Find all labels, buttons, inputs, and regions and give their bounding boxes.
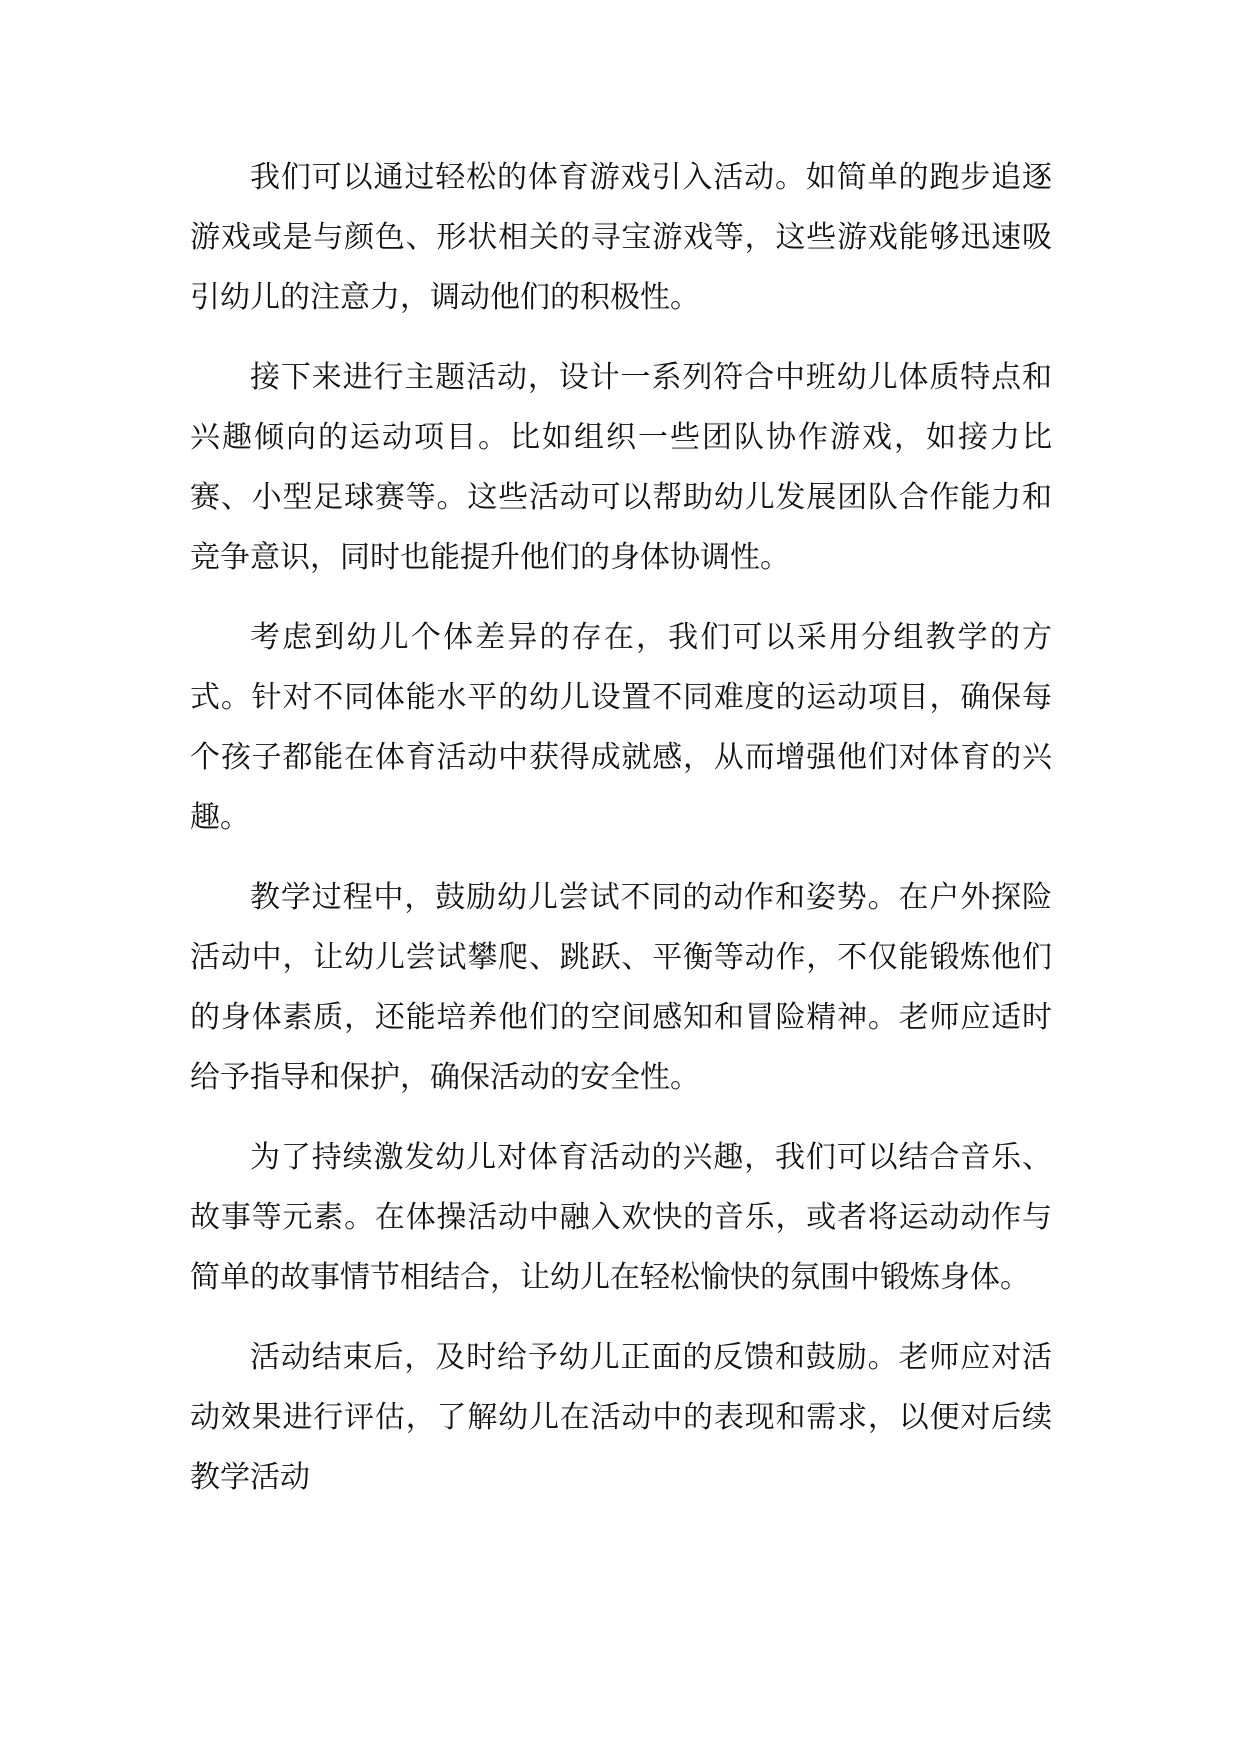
paragraph-6: 活动结束后，及时给予幼儿正面的反馈和鼓励。老师应对活动效果进行评估，了解幼儿在活动中的表现和需求，以便对后续教学活动 bbox=[190, 1340, 1052, 1495]
paragraph-5: 为了持续激发幼儿对体育活动的兴趣，我们可以结合音乐、故事等元素。在体操活动中融入欢快的音乐，或者将运动动作与简单的故事情节相结合，让幼儿在轻松愉快的氛围中锻炼身体。 bbox=[190, 1140, 1052, 1295]
paragraph-3: 考虑到幼儿个体差异的存在，我们可以采用分组教学的方式。针对不同体能水平的幼儿设置不同难度的运动项目，确保每个孩子都能在体育活动中获得成就感，从而增强他们对体育的兴趣。 bbox=[190, 620, 1052, 835]
document-body bbox=[190, 148, 1052, 1528]
paragraph-4: 教学过程中，鼓励幼儿尝试不同的动作和姿势。在户外探险活动中，让幼儿尝试攀爬、跳跃、平衡等动作，不仅能锻炼他们的身体素质，还能培养他们的空间感知和冒险精神。老师应适时给予指导和保护，确保活动的安全性。 bbox=[190, 880, 1052, 1095]
paragraph-1: 我们可以通过轻松的体育游戏引入活动。如简单的跑步追逐游戏或是与颜色、形状相关的寻宝游戏等，这些游戏能够迅速吸引幼儿的注意力，调动他们的积极性。 bbox=[190, 160, 1052, 315]
paragraph-2: 接下来进行主题活动，设计一系列符合中班幼儿体质特点和兴趣倾向的运动项目。比如组织一些团队协作游戏，如接力比赛、小型足球赛等。这些活动可以帮助幼儿发展团队合作能力和竞争意识，同时也能提升他们的身体协调性。 bbox=[190, 360, 1052, 575]
